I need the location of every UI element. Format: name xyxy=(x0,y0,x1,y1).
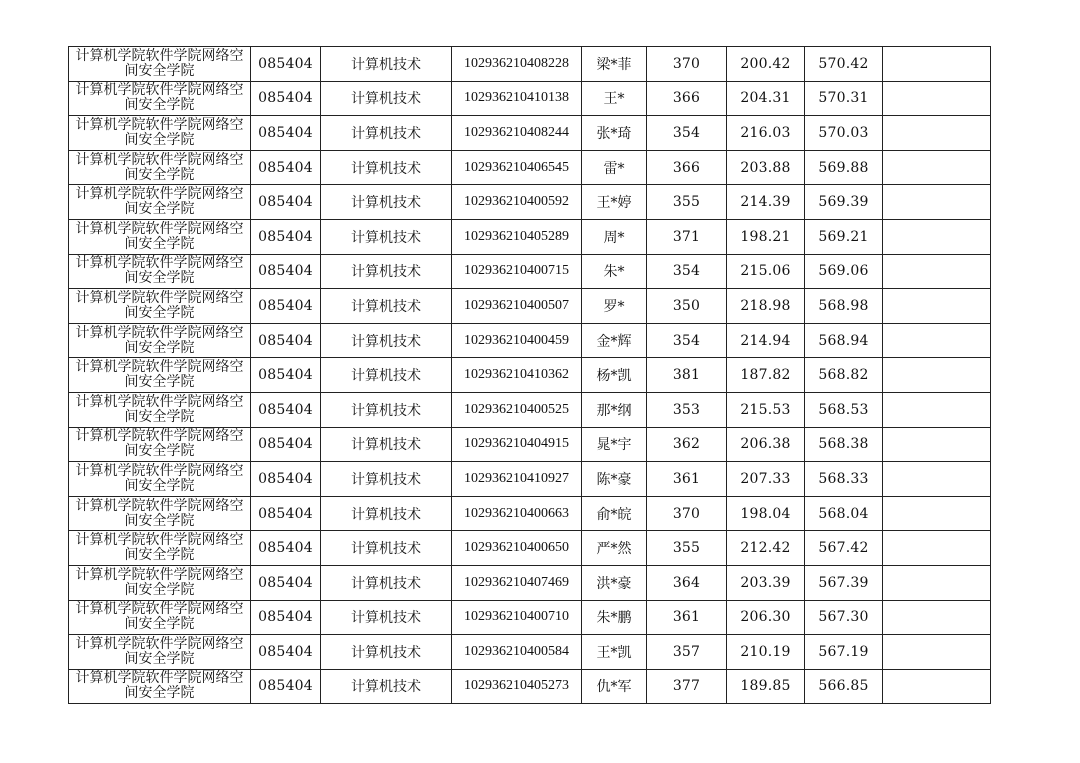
candidate-name-cell: 雷* xyxy=(582,150,647,185)
total-score-cell: 569.88 xyxy=(805,150,883,185)
remark-cell xyxy=(883,565,991,600)
major-code-cell: 085404 xyxy=(251,47,321,82)
major-name-cell: 计算机技术 xyxy=(321,462,452,497)
remark-cell xyxy=(883,600,991,635)
preliminary-score-cell: 361 xyxy=(647,600,727,635)
candidate-name-cell: 仇*军 xyxy=(582,669,647,704)
table-row xyxy=(69,462,991,497)
college-cell: 计算机学院软件学院网络空间安全学院 xyxy=(69,150,251,185)
major-code-cell: 085404 xyxy=(251,531,321,566)
candidate-name-cell: 洪*豪 xyxy=(582,565,647,600)
preliminary-score-cell: 350 xyxy=(647,289,727,324)
table-row xyxy=(69,565,991,600)
remark-cell xyxy=(883,81,991,116)
college-cell: 计算机学院软件学院网络空间安全学院 xyxy=(69,47,251,82)
major-name-cell: 计算机技术 xyxy=(321,323,452,358)
table-row xyxy=(69,116,991,151)
major-name-cell: 计算机技术 xyxy=(321,600,452,635)
candidate-id-cell: 102936210405289 xyxy=(452,219,582,254)
table-row xyxy=(69,150,991,185)
candidate-name-cell: 那*纲 xyxy=(582,392,647,427)
retest-score-cell: 214.39 xyxy=(727,185,805,220)
candidate-id-cell: 102936210406545 xyxy=(452,150,582,185)
candidate-id-cell: 102936210404915 xyxy=(452,427,582,462)
candidate-name-cell: 金*辉 xyxy=(582,323,647,358)
total-score-cell: 568.33 xyxy=(805,462,883,497)
total-score-cell: 567.30 xyxy=(805,600,883,635)
preliminary-score-cell: 362 xyxy=(647,427,727,462)
candidate-id-cell: 102936210407469 xyxy=(452,565,582,600)
preliminary-score-cell: 353 xyxy=(647,392,727,427)
retest-score-cell: 203.88 xyxy=(727,150,805,185)
retest-score-cell: 215.06 xyxy=(727,254,805,289)
total-score-cell: 568.38 xyxy=(805,427,883,462)
college-cell: 计算机学院软件学院网络空间安全学院 xyxy=(69,289,251,324)
major-name-cell: 计算机技术 xyxy=(321,150,452,185)
total-score-cell: 566.85 xyxy=(805,669,883,704)
major-name-cell: 计算机技术 xyxy=(321,392,452,427)
total-score-cell: 569.21 xyxy=(805,219,883,254)
admission-score-table xyxy=(68,46,991,704)
remark-cell xyxy=(883,496,991,531)
table-row xyxy=(69,600,991,635)
candidate-id-cell: 102936210400710 xyxy=(452,600,582,635)
college-cell: 计算机学院软件学院网络空间安全学院 xyxy=(69,116,251,151)
retest-score-cell: 214.94 xyxy=(727,323,805,358)
remark-cell xyxy=(883,254,991,289)
table-row xyxy=(69,254,991,289)
college-cell: 计算机学院软件学院网络空间安全学院 xyxy=(69,323,251,358)
major-name-cell: 计算机技术 xyxy=(321,116,452,151)
major-name-cell: 计算机技术 xyxy=(321,289,452,324)
major-name-cell: 计算机技术 xyxy=(321,81,452,116)
major-name-cell: 计算机技术 xyxy=(321,669,452,704)
table-row xyxy=(69,323,991,358)
college-cell: 计算机学院软件学院网络空间安全学院 xyxy=(69,669,251,704)
preliminary-score-cell: 357 xyxy=(647,635,727,670)
college-cell: 计算机学院软件学院网络空间安全学院 xyxy=(69,427,251,462)
college-cell: 计算机学院软件学院网络空间安全学院 xyxy=(69,565,251,600)
preliminary-score-cell: 354 xyxy=(647,116,727,151)
preliminary-score-cell: 370 xyxy=(647,47,727,82)
preliminary-score-cell: 355 xyxy=(647,185,727,220)
table-row xyxy=(69,185,991,220)
major-name-cell: 计算机技术 xyxy=(321,185,452,220)
table-row xyxy=(69,47,991,82)
major-code-cell: 085404 xyxy=(251,81,321,116)
total-score-cell: 567.39 xyxy=(805,565,883,600)
remark-cell xyxy=(883,47,991,82)
remark-cell xyxy=(883,669,991,704)
table-row xyxy=(69,635,991,670)
total-score-cell: 568.82 xyxy=(805,358,883,393)
remark-cell xyxy=(883,392,991,427)
table-body xyxy=(69,47,991,704)
major-code-cell: 085404 xyxy=(251,600,321,635)
college-cell: 计算机学院软件学院网络空间安全学院 xyxy=(69,635,251,670)
total-score-cell: 568.98 xyxy=(805,289,883,324)
candidate-name-cell: 张*琦 xyxy=(582,116,647,151)
total-score-cell: 570.03 xyxy=(805,116,883,151)
retest-score-cell: 206.38 xyxy=(727,427,805,462)
remark-cell xyxy=(883,150,991,185)
major-code-cell: 085404 xyxy=(251,635,321,670)
major-code-cell: 085404 xyxy=(251,219,321,254)
college-cell: 计算机学院软件学院网络空间安全学院 xyxy=(69,219,251,254)
remark-cell xyxy=(883,185,991,220)
candidate-id-cell: 102936210410138 xyxy=(452,81,582,116)
total-score-cell: 569.06 xyxy=(805,254,883,289)
candidate-name-cell: 王*凯 xyxy=(582,635,647,670)
candidate-id-cell: 102936210400507 xyxy=(452,289,582,324)
table-row xyxy=(69,219,991,254)
major-code-cell: 085404 xyxy=(251,150,321,185)
candidate-name-cell: 晁*宇 xyxy=(582,427,647,462)
retest-score-cell: 207.33 xyxy=(727,462,805,497)
candidate-name-cell: 梁*菲 xyxy=(582,47,647,82)
table-row xyxy=(69,392,991,427)
total-score-cell: 567.19 xyxy=(805,635,883,670)
remark-cell xyxy=(883,116,991,151)
preliminary-score-cell: 354 xyxy=(647,254,727,289)
remark-cell xyxy=(883,427,991,462)
candidate-id-cell: 102936210400715 xyxy=(452,254,582,289)
major-code-cell: 085404 xyxy=(251,496,321,531)
remark-cell xyxy=(883,462,991,497)
college-cell: 计算机学院软件学院网络空间安全学院 xyxy=(69,600,251,635)
preliminary-score-cell: 381 xyxy=(647,358,727,393)
candidate-name-cell: 朱*鹏 xyxy=(582,600,647,635)
table-row xyxy=(69,531,991,566)
major-code-cell: 085404 xyxy=(251,427,321,462)
table-row xyxy=(69,669,991,704)
preliminary-score-cell: 377 xyxy=(647,669,727,704)
total-score-cell: 568.94 xyxy=(805,323,883,358)
candidate-name-cell: 朱* xyxy=(582,254,647,289)
remark-cell xyxy=(883,635,991,670)
major-name-cell: 计算机技术 xyxy=(321,358,452,393)
preliminary-score-cell: 364 xyxy=(647,565,727,600)
candidate-name-cell: 俞*皖 xyxy=(582,496,647,531)
candidate-name-cell: 周* xyxy=(582,219,647,254)
table-row xyxy=(69,81,991,116)
candidate-name-cell: 王*婷 xyxy=(582,185,647,220)
total-score-cell: 570.42 xyxy=(805,47,883,82)
college-cell: 计算机学院软件学院网络空间安全学院 xyxy=(69,254,251,289)
table-row xyxy=(69,289,991,324)
retest-score-cell: 212.42 xyxy=(727,531,805,566)
remark-cell xyxy=(883,219,991,254)
candidate-name-cell: 严*然 xyxy=(582,531,647,566)
retest-score-cell: 189.85 xyxy=(727,669,805,704)
college-cell: 计算机学院软件学院网络空间安全学院 xyxy=(69,81,251,116)
preliminary-score-cell: 366 xyxy=(647,81,727,116)
college-cell: 计算机学院软件学院网络空间安全学院 xyxy=(69,185,251,220)
retest-score-cell: 215.53 xyxy=(727,392,805,427)
candidate-id-cell: 102936210400663 xyxy=(452,496,582,531)
candidate-id-cell: 102936210400584 xyxy=(452,635,582,670)
retest-score-cell: 198.21 xyxy=(727,219,805,254)
major-name-cell: 计算机技术 xyxy=(321,219,452,254)
retest-score-cell: 203.39 xyxy=(727,565,805,600)
major-code-cell: 085404 xyxy=(251,358,321,393)
candidate-name-cell: 杨*凯 xyxy=(582,358,647,393)
major-name-cell: 计算机技术 xyxy=(321,635,452,670)
major-code-cell: 085404 xyxy=(251,289,321,324)
college-cell: 计算机学院软件学院网络空间安全学院 xyxy=(69,496,251,531)
preliminary-score-cell: 355 xyxy=(647,531,727,566)
college-cell: 计算机学院软件学院网络空间安全学院 xyxy=(69,392,251,427)
retest-score-cell: 198.04 xyxy=(727,496,805,531)
candidate-id-cell: 102936210400592 xyxy=(452,185,582,220)
table-row xyxy=(69,427,991,462)
retest-score-cell: 187.82 xyxy=(727,358,805,393)
retest-score-cell: 218.98 xyxy=(727,289,805,324)
college-cell: 计算机学院软件学院网络空间安全学院 xyxy=(69,462,251,497)
candidate-id-cell: 102936210400650 xyxy=(452,531,582,566)
total-score-cell: 568.53 xyxy=(805,392,883,427)
remark-cell xyxy=(883,531,991,566)
preliminary-score-cell: 361 xyxy=(647,462,727,497)
major-code-cell: 085404 xyxy=(251,669,321,704)
preliminary-score-cell: 371 xyxy=(647,219,727,254)
candidate-id-cell: 102936210408228 xyxy=(452,47,582,82)
retest-score-cell: 210.19 xyxy=(727,635,805,670)
retest-score-cell: 200.42 xyxy=(727,47,805,82)
candidate-name-cell: 王* xyxy=(582,81,647,116)
major-name-cell: 计算机技术 xyxy=(321,496,452,531)
total-score-cell: 567.42 xyxy=(805,531,883,566)
table-row xyxy=(69,496,991,531)
major-code-cell: 085404 xyxy=(251,462,321,497)
total-score-cell: 570.31 xyxy=(805,81,883,116)
candidate-name-cell: 罗* xyxy=(582,289,647,324)
retest-score-cell: 216.03 xyxy=(727,116,805,151)
candidate-id-cell: 102936210410362 xyxy=(452,358,582,393)
major-name-cell: 计算机技术 xyxy=(321,531,452,566)
major-code-cell: 085404 xyxy=(251,392,321,427)
major-code-cell: 085404 xyxy=(251,116,321,151)
candidate-id-cell: 102936210405273 xyxy=(452,669,582,704)
remark-cell xyxy=(883,289,991,324)
college-cell: 计算机学院软件学院网络空间安全学院 xyxy=(69,531,251,566)
retest-score-cell: 204.31 xyxy=(727,81,805,116)
candidate-id-cell: 102936210410927 xyxy=(452,462,582,497)
major-code-cell: 085404 xyxy=(251,323,321,358)
candidate-id-cell: 102936210408244 xyxy=(452,116,582,151)
candidate-id-cell: 102936210400525 xyxy=(452,392,582,427)
college-cell: 计算机学院软件学院网络空间安全学院 xyxy=(69,358,251,393)
preliminary-score-cell: 370 xyxy=(647,496,727,531)
major-name-cell: 计算机技术 xyxy=(321,254,452,289)
total-score-cell: 569.39 xyxy=(805,185,883,220)
preliminary-score-cell: 366 xyxy=(647,150,727,185)
major-code-cell: 085404 xyxy=(251,565,321,600)
retest-score-cell: 206.30 xyxy=(727,600,805,635)
table-row xyxy=(69,358,991,393)
major-name-cell: 计算机技术 xyxy=(321,565,452,600)
remark-cell xyxy=(883,358,991,393)
candidate-id-cell: 102936210400459 xyxy=(452,323,582,358)
major-code-cell: 085404 xyxy=(251,185,321,220)
major-name-cell: 计算机技术 xyxy=(321,427,452,462)
total-score-cell: 568.04 xyxy=(805,496,883,531)
candidate-name-cell: 陈*豪 xyxy=(582,462,647,497)
major-name-cell: 计算机技术 xyxy=(321,47,452,82)
remark-cell xyxy=(883,323,991,358)
preliminary-score-cell: 354 xyxy=(647,323,727,358)
major-code-cell: 085404 xyxy=(251,254,321,289)
